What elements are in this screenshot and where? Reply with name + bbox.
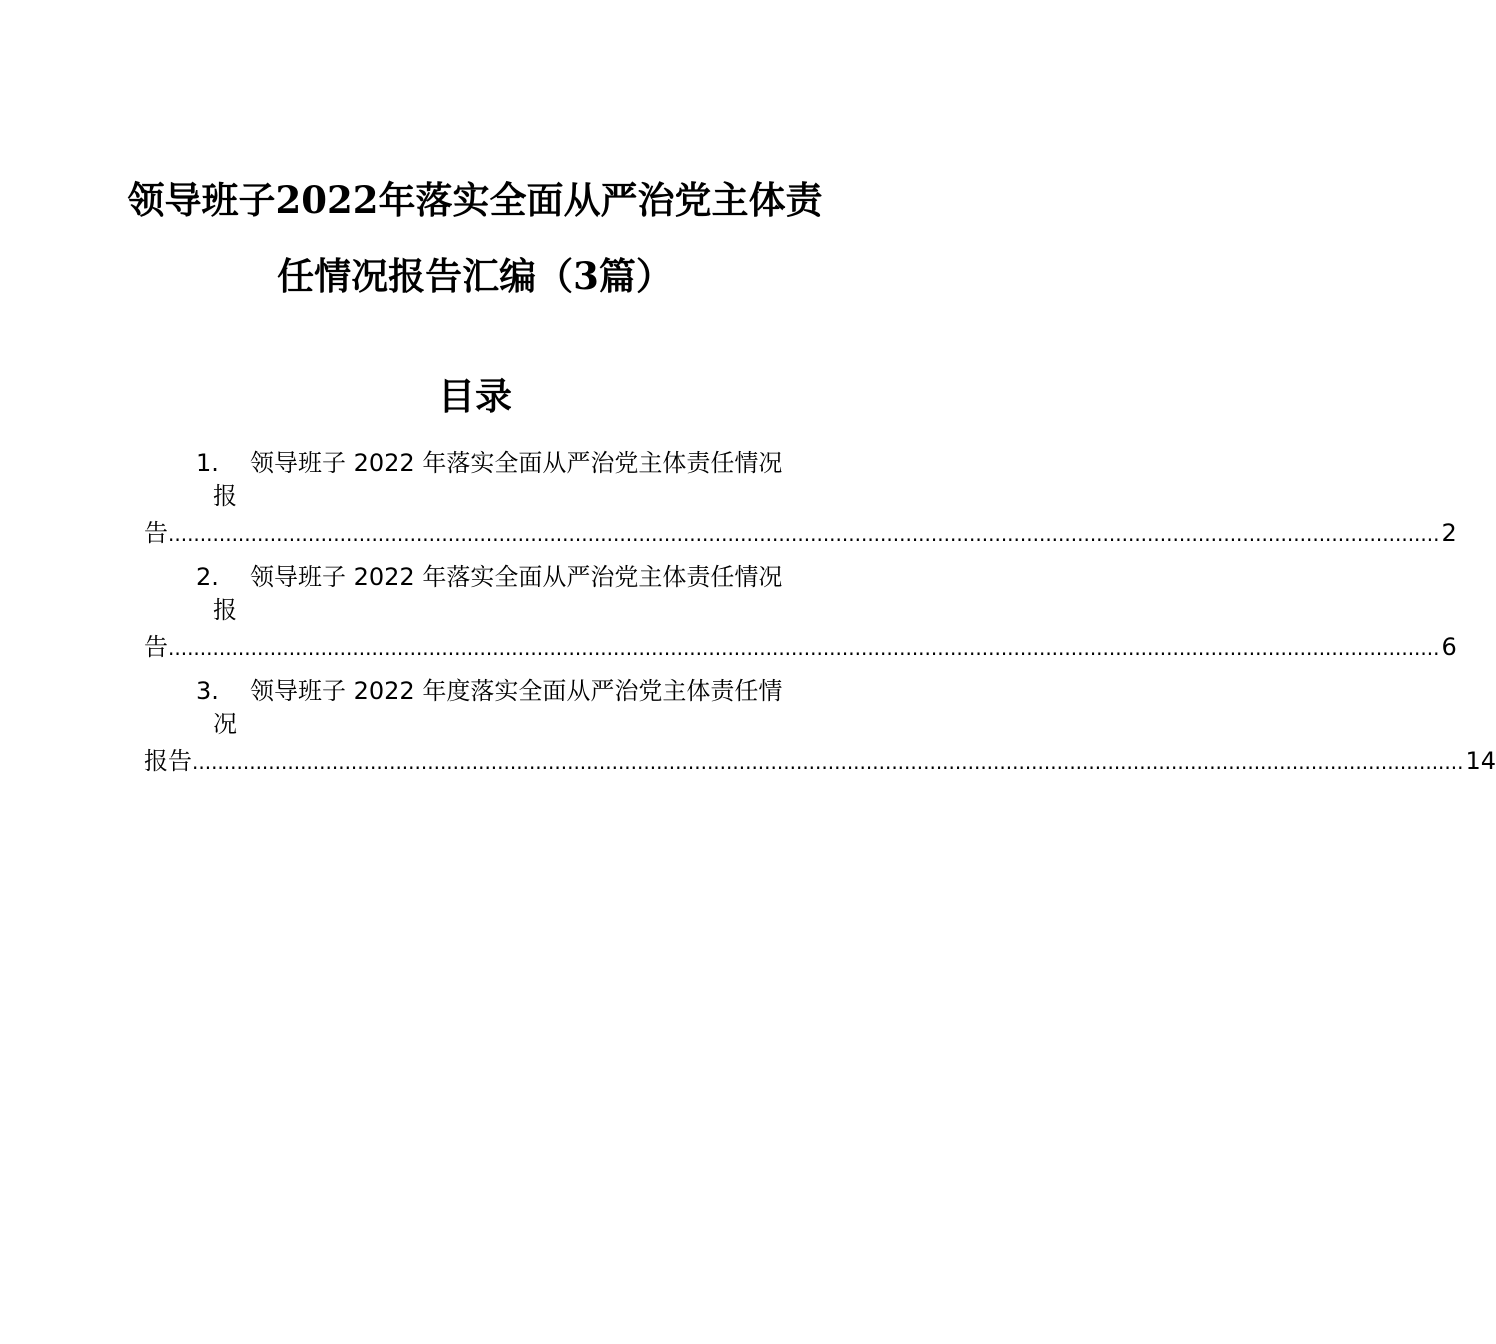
toc-dot-leader: ........................................................................................................................................................................................................ bbox=[168, 522, 1440, 546]
toc-heading: 目录 bbox=[438, 374, 512, 418]
toc-entry-number: 2. bbox=[196, 563, 219, 591]
toc-entry-title-wrap: 报 bbox=[213, 482, 237, 510]
toc-page-number: 6 bbox=[1441, 633, 1457, 661]
toc-entry-number: 1. bbox=[196, 449, 219, 477]
toc-dot-leader: ........................................................................................................................................................................................................ bbox=[168, 636, 1440, 660]
toc-entry-title: 领导班子 2022 年落实全面从严治党主体责任情况 bbox=[250, 449, 783, 477]
toc-entry-title: 领导班子 2022 年落实全面从严治党主体责任情况 bbox=[250, 563, 783, 591]
toc-entry-title-wrap: 况 bbox=[213, 710, 237, 738]
document-title-line-2: 任情况报告汇编（3篇） bbox=[277, 254, 673, 298]
toc-entry-number: 3. bbox=[196, 677, 219, 705]
toc-entry-title-tail: 告 bbox=[144, 633, 168, 661]
toc-entry-title-tail: 报告 bbox=[144, 747, 192, 775]
document-title-line-1: 领导班子2022年落实全面从严治党主体责 bbox=[127, 178, 823, 222]
toc-entry-leader-row bbox=[144, 744, 1496, 778]
toc-page-number: 2 bbox=[1441, 519, 1457, 547]
toc-page-number: 14 bbox=[1465, 747, 1496, 775]
toc-dot-leader: ........................................................................................................................................................................................................ bbox=[192, 750, 1464, 774]
toc-entry-leader-row bbox=[144, 630, 1457, 664]
toc-entry-title: 领导班子 2022 年度落实全面从严治党主体责任情 bbox=[250, 677, 783, 705]
toc-entry-leader-row bbox=[144, 516, 1457, 550]
toc-entry-title-wrap: 报 bbox=[213, 596, 237, 624]
toc-entry-title-tail: 告 bbox=[144, 519, 168, 547]
